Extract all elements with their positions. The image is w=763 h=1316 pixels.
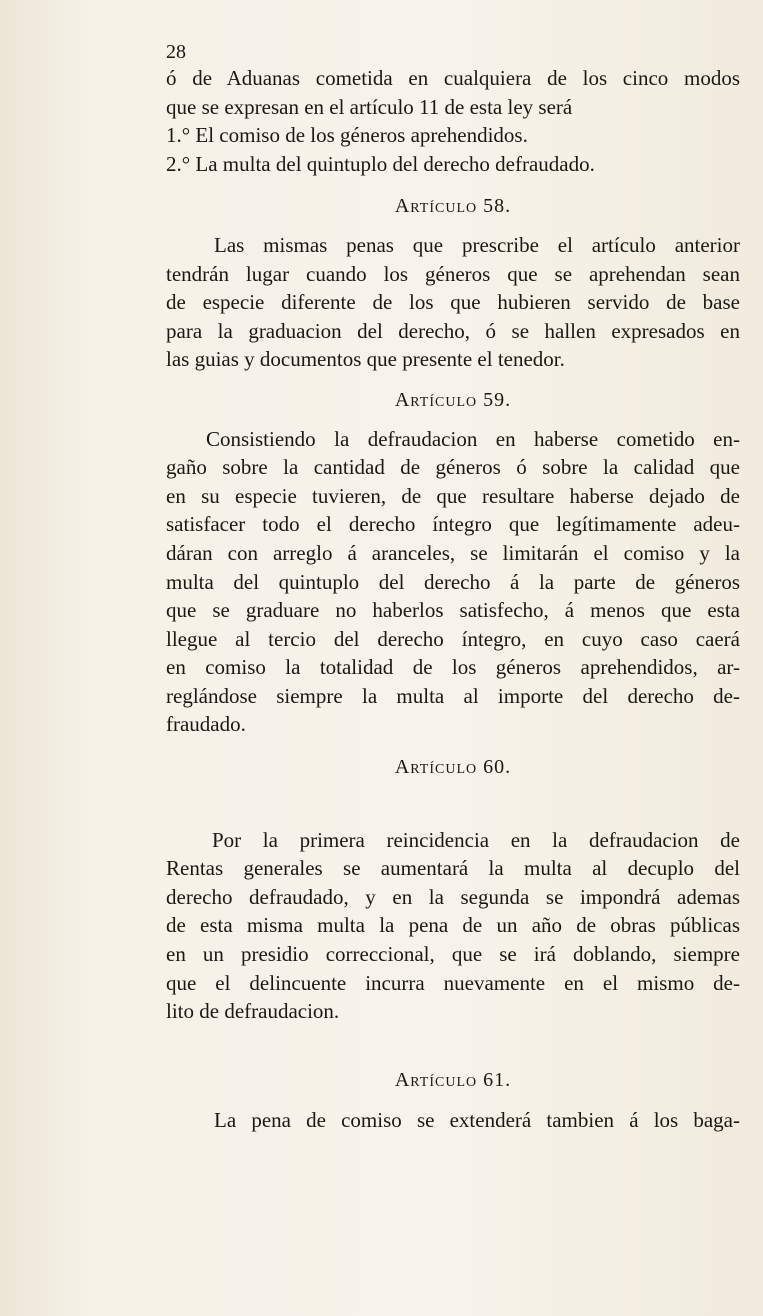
text-line: llegue al tercio del derecho íntegro, en cuyo caso caerá bbox=[166, 626, 740, 651]
article-heading-60: Artículo 60. bbox=[394, 756, 512, 779]
text-line: dáran con arreglo á aranceles, se limitarán el comiso y la bbox=[166, 540, 740, 565]
article-heading-58: Artículo 58. bbox=[394, 195, 512, 218]
article-heading-61: Artículo 61. bbox=[394, 1068, 512, 1091]
text-line: Rentas generales se aumentará la multa al decuplo del bbox=[166, 856, 740, 881]
text-line: las guias y documentos que presente el tenedor. bbox=[166, 347, 565, 372]
text-line: satisfacer todo el derecho íntegro que legítimamente adeu- bbox=[166, 512, 740, 537]
text-line: para la graduacion del derecho, ó se hallen expresados en bbox=[166, 318, 740, 343]
paragraph-art60 bbox=[166, 826, 740, 1026]
text-line: reglándose siempre la multa al importe del derecho de- bbox=[166, 683, 740, 708]
text-line: en su especie tuvieren, de que resultare haberse dejado de bbox=[166, 483, 740, 508]
text-line: en comiso la totalidad de los géneros aprehendidos, ar- bbox=[166, 655, 740, 680]
text-line: 1.° El comiso de los géneros aprehendidos. bbox=[166, 123, 528, 148]
text-line: gaño sobre la cantidad de géneros ó sobre la calidad que bbox=[166, 455, 740, 480]
paragraph-art57-continuation bbox=[166, 64, 740, 178]
text-line: en un presidio correccional, que se irá doblando, siempre bbox=[166, 942, 740, 967]
paragraph-art58 bbox=[166, 231, 740, 374]
text-line: derecho defraudado, y en la segunda se impondrá ademas bbox=[166, 884, 740, 909]
text-line: tendrán lugar cuando los géneros que se aprehendan sean bbox=[166, 261, 740, 286]
text-line: multa del quintuplo del derecho á la parte de géneros bbox=[166, 569, 740, 594]
text-line: Las mismas penas que prescribe el artículo anterior bbox=[214, 232, 740, 257]
text-line: que el delincuente incurra nuevamente en el mismo de- bbox=[166, 970, 740, 995]
text-line: lito de defraudacion. bbox=[166, 999, 340, 1024]
text-line: Consistiendo la defraudacion en haberse cometido en- bbox=[206, 426, 740, 451]
article-heading-59: Artículo 59. bbox=[394, 388, 512, 411]
text-line: ó de Aduanas cometida en cualquiera de los cinco modos bbox=[166, 66, 740, 90]
text-line: de especie diferente de los que hubieren servido de base bbox=[166, 290, 740, 315]
text-line: 2.° La multa del quintuplo del derecho defraudado. bbox=[166, 151, 595, 176]
text-line: La pena de comiso se extenderá tambien á los baga- bbox=[214, 1108, 740, 1133]
text-line: fraudado. bbox=[166, 712, 246, 737]
paragraph-art61 bbox=[166, 1106, 740, 1135]
text-line: que se expresan en el artículo 11 de esta ley será bbox=[166, 94, 573, 119]
text-line: Por la primera reincidencia en la defraudacion de bbox=[212, 827, 740, 852]
page-text bbox=[166, 40, 740, 1135]
paragraph-art59 bbox=[166, 425, 740, 740]
text-line: de esta misma multa la pena de un año de obras públicas bbox=[166, 913, 740, 938]
page-number: 28 bbox=[166, 41, 186, 63]
text-line: que se graduare no haberlos satisfecho, á menos que esta bbox=[166, 598, 740, 623]
